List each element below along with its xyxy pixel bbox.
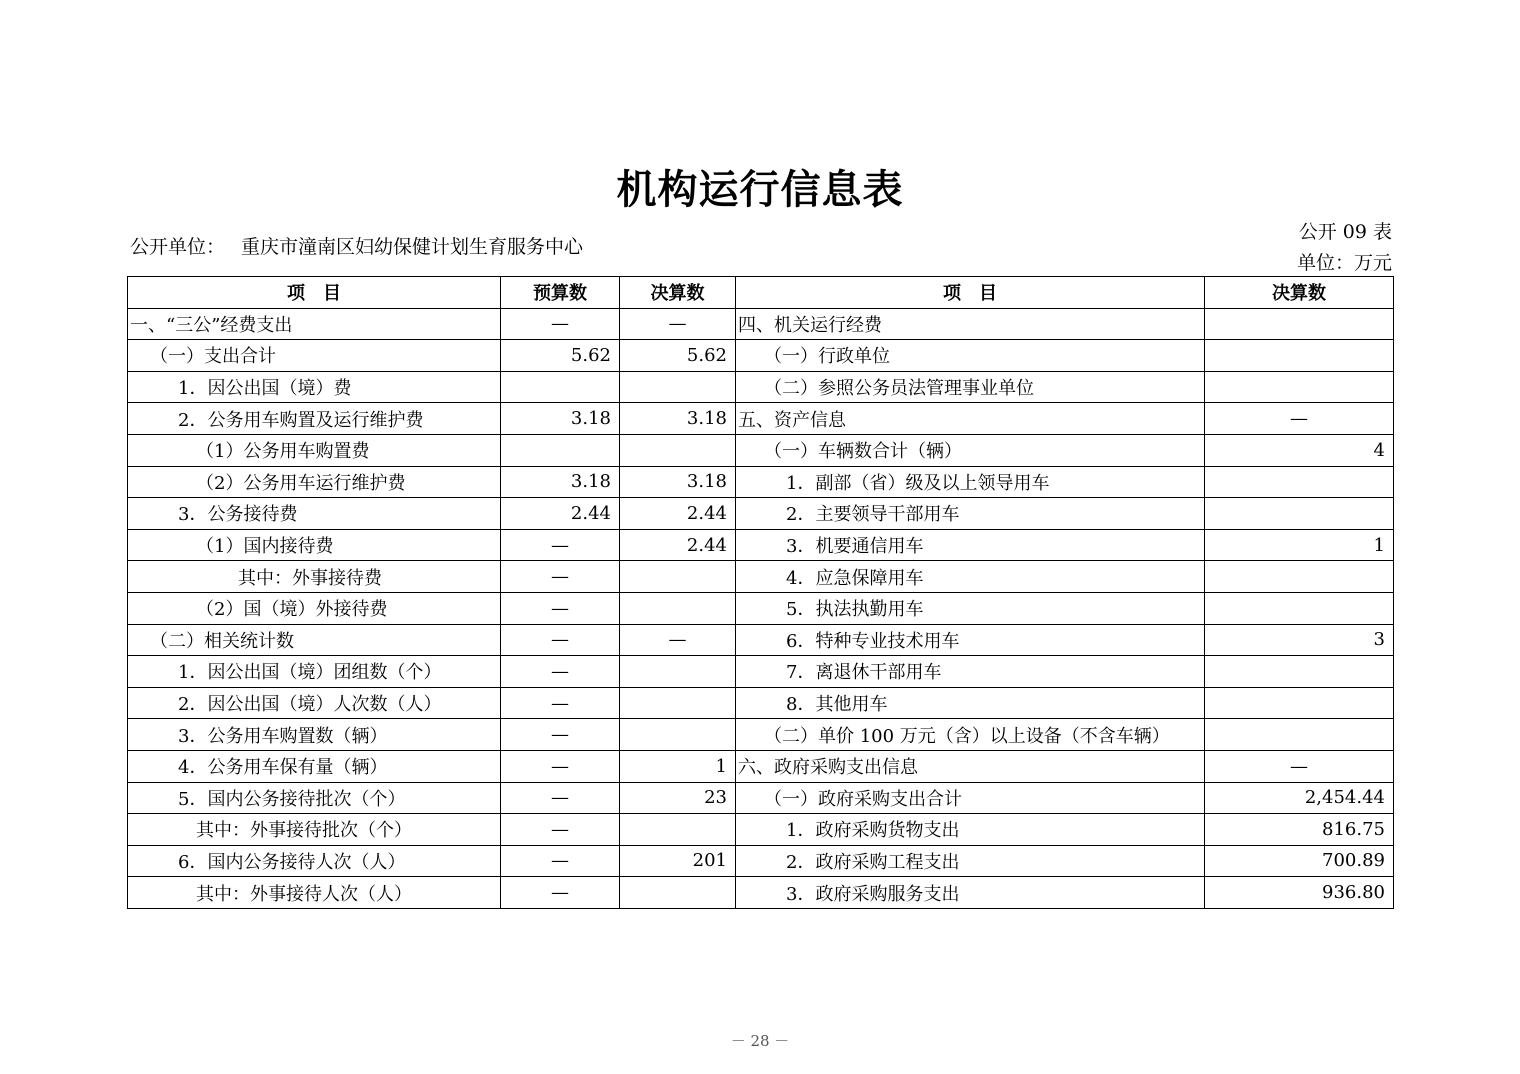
- row-right-final-value: [1205, 561, 1394, 593]
- page-number: － 28 －: [730, 1032, 790, 1050]
- table-row: [128, 561, 1394, 593]
- row-budget-value: 5.62: [501, 340, 620, 372]
- header-final-right: 决算数: [1205, 277, 1394, 309]
- row-budget-value: —: [501, 624, 620, 656]
- row-right-final-value: [1205, 466, 1394, 498]
- row-item-right: 1．政府采购货物支出: [736, 814, 1205, 846]
- row-item-right: 5．执法执勤用车: [736, 592, 1205, 624]
- row-right-final-value: [1205, 719, 1394, 751]
- row-final-value: [620, 656, 736, 688]
- row-item-left: 其中：外事接待批次（个）: [128, 814, 501, 846]
- row-budget-value: —: [501, 877, 620, 909]
- row-item-left: 一、“三公”经费支出: [128, 308, 501, 340]
- row-item-right: 2．主要领导干部用车: [736, 498, 1205, 530]
- row-right-final-value: 2,454.44: [1205, 782, 1394, 814]
- table-row: [128, 687, 1394, 719]
- table-row: [128, 750, 1394, 782]
- row-budget-value: —: [501, 561, 620, 593]
- row-item-left: 4．公务用车保有量（辆）: [128, 750, 501, 782]
- table-row: [128, 814, 1394, 846]
- row-right-final-value: 3: [1205, 624, 1394, 656]
- row-item-right: 6．特种专业技术用车: [736, 624, 1205, 656]
- header-budget: 预算数: [501, 277, 620, 309]
- row-right-final-value: 700.89: [1205, 845, 1394, 877]
- row-item-right: （一）政府采购支出合计: [736, 782, 1205, 814]
- row-item-right: 四、机关运行经费: [736, 308, 1205, 340]
- row-right-final-value: —: [1205, 750, 1394, 782]
- row-budget-value: —: [501, 845, 620, 877]
- row-final-value: —: [620, 308, 736, 340]
- row-budget-value: [501, 371, 620, 403]
- row-budget-value: [501, 434, 620, 466]
- row-item-left: 其中：外事接待费: [128, 561, 501, 593]
- row-final-value: 1: [620, 750, 736, 782]
- row-item-left: 3．公务接待费: [128, 498, 501, 530]
- row-final-value: [620, 687, 736, 719]
- row-right-final-value: [1205, 340, 1394, 372]
- row-item-right: 8．其他用车: [736, 687, 1205, 719]
- row-final-value: [620, 561, 736, 593]
- row-budget-value: 3.18: [501, 403, 620, 435]
- row-final-value: 2.44: [620, 498, 736, 530]
- row-item-left: 1．因公出国（境）团组数（个）: [128, 656, 501, 688]
- row-right-final-value: 936.80: [1205, 877, 1394, 909]
- header-item-left: 项 目: [128, 277, 501, 309]
- page-title: 机构运行信息表: [616, 166, 904, 213]
- table-row: [128, 529, 1394, 561]
- row-budget-value: —: [501, 308, 620, 340]
- row-final-value: [620, 592, 736, 624]
- row-budget-value: 2.44: [501, 498, 620, 530]
- row-final-value: [620, 719, 736, 751]
- row-right-final-value: [1205, 656, 1394, 688]
- row-item-left: 3．公务用车购置数（辆）: [128, 719, 501, 751]
- unit-of-measure: 单位：万元: [1296, 252, 1392, 274]
- row-item-right: 7．离退休干部用车: [736, 656, 1205, 688]
- table-row: [128, 719, 1394, 751]
- row-final-value: 5.62: [620, 340, 736, 372]
- row-final-value: [620, 371, 736, 403]
- row-budget-value: —: [501, 592, 620, 624]
- row-final-value: —: [620, 624, 736, 656]
- table-header-row: [128, 277, 1394, 309]
- row-item-left: 5．国内公务接待批次（个）: [128, 782, 501, 814]
- row-item-left: （1）国内接待费: [128, 529, 501, 561]
- row-right-final-value: [1205, 687, 1394, 719]
- row-item-right: 4．应急保障用车: [736, 561, 1205, 593]
- row-item-left: （二）相关统计数: [128, 624, 501, 656]
- row-budget-value: —: [501, 814, 620, 846]
- row-item-left: （2）国（境）外接待费: [128, 592, 501, 624]
- row-final-value: [620, 814, 736, 846]
- row-right-final-value: [1205, 308, 1394, 340]
- row-right-final-value: —: [1205, 403, 1394, 435]
- row-budget-value: —: [501, 687, 620, 719]
- row-right-final-value: 4: [1205, 434, 1394, 466]
- table-row: [128, 498, 1394, 530]
- row-item-right: （二）单价 100 万元（含）以上设备（不含车辆）: [736, 719, 1205, 751]
- row-item-left: 2．因公出国（境）人次数（人）: [128, 687, 501, 719]
- form-number: 公开 09 表: [1298, 221, 1392, 243]
- row-item-right: 2．政府采购工程支出: [736, 845, 1205, 877]
- table-row: [128, 782, 1394, 814]
- publishing-unit: [130, 232, 583, 259]
- row-budget-value: —: [501, 529, 620, 561]
- row-item-right: 1．副部（省）级及以上领导用车: [736, 466, 1205, 498]
- row-item-right: 六、政府采购支出信息: [736, 750, 1205, 782]
- table-row: [128, 592, 1394, 624]
- row-budget-value: —: [501, 750, 620, 782]
- row-right-final-value: 1: [1205, 529, 1394, 561]
- table-row: [128, 371, 1394, 403]
- row-budget-value: —: [501, 656, 620, 688]
- table-row: [128, 877, 1394, 909]
- table-row: [128, 434, 1394, 466]
- header-final-left: 决算数: [620, 277, 736, 309]
- row-item-left: （2）公务用车运行维护费: [128, 466, 501, 498]
- header-item-right: 项 目: [736, 277, 1205, 309]
- row-right-final-value: [1205, 371, 1394, 403]
- row-item-right: （一）行政单位: [736, 340, 1205, 372]
- table-row: [128, 403, 1394, 435]
- row-budget-value: —: [501, 719, 620, 751]
- row-final-value: 3.18: [620, 403, 736, 435]
- table-row: [128, 845, 1394, 877]
- row-final-value: [620, 877, 736, 909]
- row-item-left: 6．国内公务接待人次（人）: [128, 845, 501, 877]
- row-item-left: 2．公务用车购置及运行维护费: [128, 403, 501, 435]
- row-item-left: 1．因公出国（境）费: [128, 371, 501, 403]
- row-budget-value: —: [501, 782, 620, 814]
- row-final-value: [620, 434, 736, 466]
- info-table: [127, 276, 1394, 909]
- row-item-right: （二）参照公务员法管理事业单位: [736, 371, 1205, 403]
- row-final-value: 201: [620, 845, 736, 877]
- row-item-right: 五、资产信息: [736, 403, 1205, 435]
- publishing-unit-label: 公开单位：: [130, 236, 226, 258]
- row-final-value: 23: [620, 782, 736, 814]
- row-item-left: 其中：外事接待人次（人）: [128, 877, 501, 909]
- row-item-left: （1）公务用车购置费: [128, 434, 501, 466]
- row-budget-value: 3.18: [501, 466, 620, 498]
- publishing-unit-name: 重庆市潼南区妇幼保健计划生育服务中心: [241, 236, 584, 258]
- table-row: [128, 340, 1394, 372]
- row-item-right: （一）车辆数合计（辆）: [736, 434, 1205, 466]
- row-final-value: 3.18: [620, 466, 736, 498]
- row-item-left: （一）支出合计: [128, 340, 501, 372]
- table-row: [128, 656, 1394, 688]
- table-row: [128, 466, 1394, 498]
- row-item-right: 3．政府采购服务支出: [736, 877, 1205, 909]
- table-row: [128, 308, 1394, 340]
- row-right-final-value: [1205, 498, 1394, 530]
- row-right-final-value: 816.75: [1205, 814, 1394, 846]
- row-item-right: 3．机要通信用车: [736, 529, 1205, 561]
- row-right-final-value: [1205, 592, 1394, 624]
- row-final-value: 2.44: [620, 529, 736, 561]
- table-row: [128, 624, 1394, 656]
